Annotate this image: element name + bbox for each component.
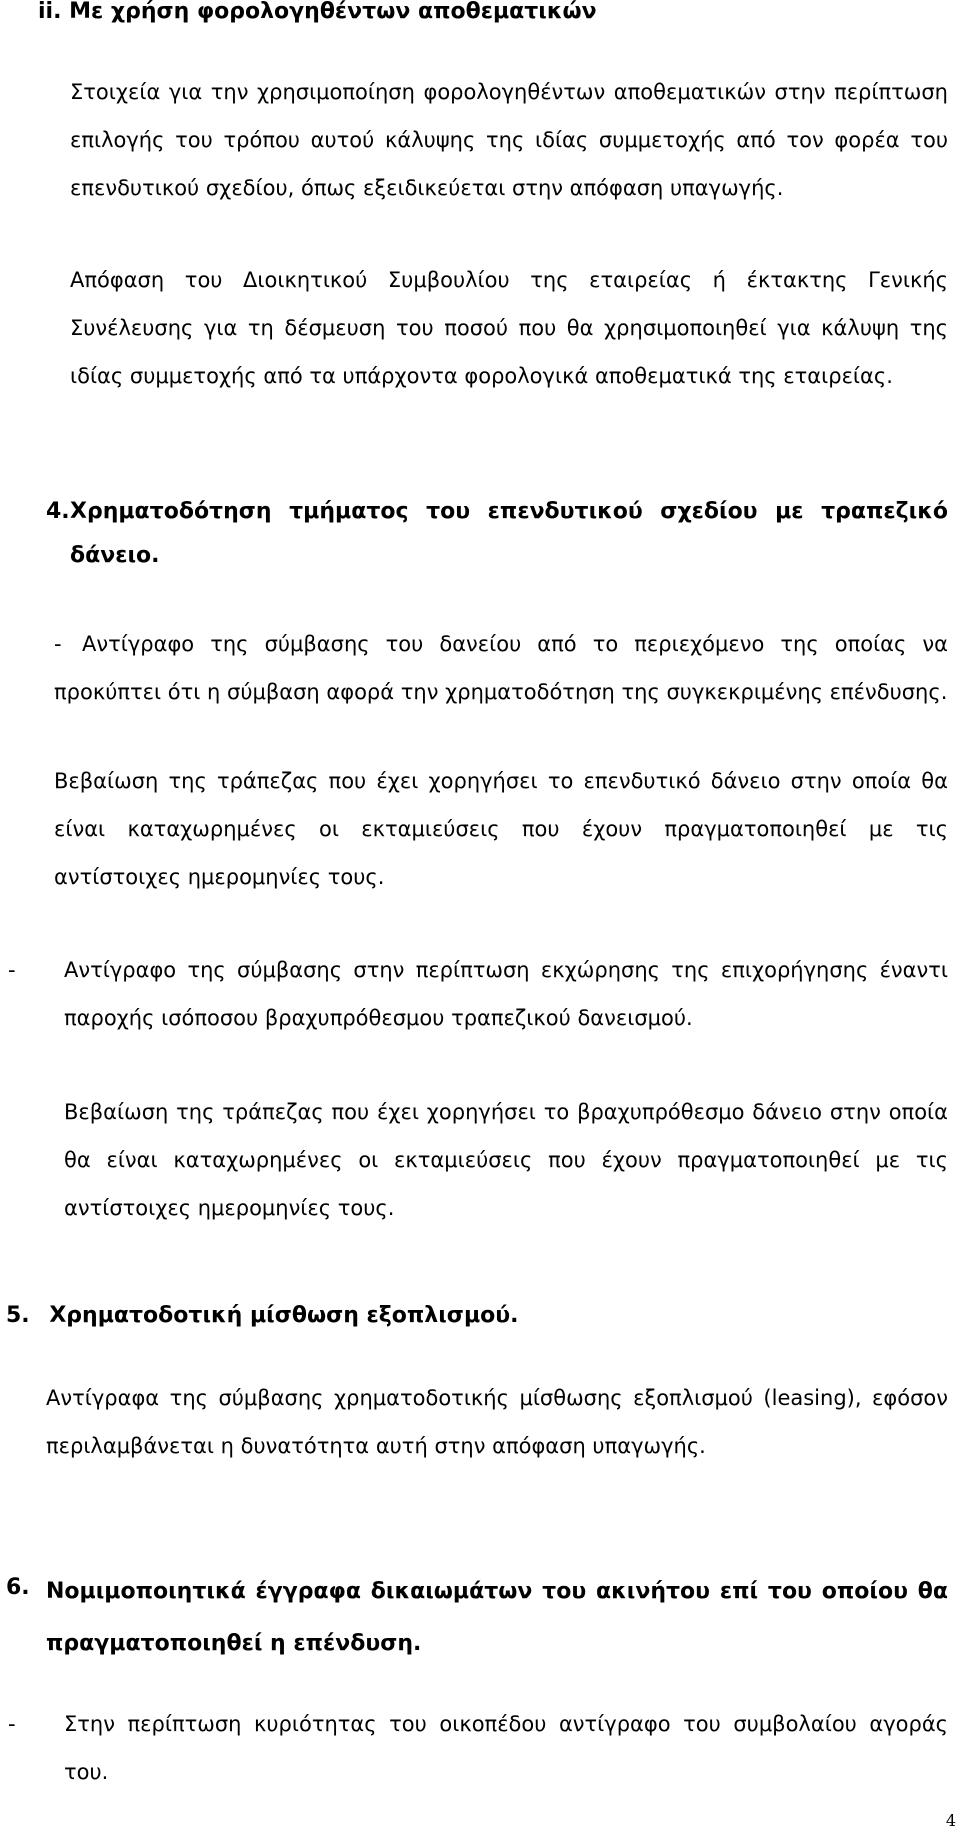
section-4-item-2-note: Βεβαίωση της τράπεζας που έχει χορηγήσει το βραχυπρόθεσμο δάνειο στην οποία θα είναι καταχωρημένες οι εκταμιεύσεις που έχουν πραγματοποιηθεί με τις αντίστοιχες ημερομηνίες τους.: [64, 1100, 948, 1220]
section-4-number: 4.: [46, 499, 70, 524]
section-5-title: Χρηματοδοτική μίσθωση εξοπλισμού.: [49, 1303, 519, 1328]
section-6-item-1: Στην περίπτωση κυριότητας του οικοπέδου αντίγραφο του συμβολαίου αγοράς του.: [64, 1712, 948, 1784]
section-4-item-1-note: Βεβαίωση της τράπεζας που έχει χορηγήσει το επενδυτικό δάνειο στην οποία θα είναι καταχωρημένες οι εκταμιεύσεις που έχουν πραγματοποιηθεί με τις αντίστοιχες ημερομηνίες τους.: [54, 769, 948, 889]
section-4-title: Χρηματοδότηση τμήματος του επενδυτικού σχεδίου με τραπεζικό δάνειο.: [70, 499, 948, 568]
section-6-heading: [6, 1566, 948, 1670]
section-ii-title: ii. Με χρήση φορολογηθέντων αποθεματικών: [38, 0, 597, 24]
section-5-heading: [6, 1294, 518, 1338]
section-4-item-2-dash: -: [8, 958, 16, 982]
section-4-item-1-dash: -: [54, 632, 62, 656]
section-4-heading: [46, 490, 948, 578]
section-4-item-1: Αντίγραφο της σύμβασης του δανείου από το περιεχόμενο της οποίας να προκύπτει ότι η σύμβαση αφορά την χρηματοδότηση της συγκεκριμένης επένδυσης.: [54, 632, 948, 704]
page-number: 4: [945, 1811, 956, 1830]
section-6-title: Νομιμοποιητικά έγγραφα δικαιωμάτων του ακινήτου επί του οποίου θα πραγματοποιηθεί η επένδυση.: [46, 1579, 948, 1656]
section-6-number: 6.: [6, 1575, 30, 1600]
section-ii-paragraph-1: Στοιχεία για την χρησιμοποίηση φορολογηθέντων αποθεματικών στην περίπτωση επιλογής του τρόπου αυτού κάλυψης της ιδίας συμμετοχής από τον φορέα του επενδυτικού σχεδίου, όπως εξειδικεύεται στην απόφαση υπαγωγής.: [70, 80, 948, 200]
section-6-item-1-dash: -: [8, 1712, 16, 1736]
section-4-item-2: Αντίγραφο της σύμβασης στην περίπτωση εκχώρησης της επιχορήγησης έναντι παροχής ισόποσου βραχυπρόθεσμου τραπεζικού δανεισμού.: [64, 958, 948, 1030]
section-ii-paragraph-2: Απόφαση του Διοικητικού Συμβουλίου της εταιρείας ή έκτακτης Γενικής Συνέλευσης για τη δέσμευση του ποσού που θα χρησιμοποιηθεί για κάλυψη της ιδίας συμμετοχής από τα υπάρχοντα φορολογικά αποθεματικά της εταιρείας.: [70, 268, 948, 388]
section-5-number: 5.: [6, 1303, 30, 1328]
section-5-paragraph: Αντίγραφα της σύμβασης χρηματοδοτικής μίσθωσης εξοπλισμού (leasing), εφόσον περιλαμβάνεται η δυνατότητα αυτή στην απόφαση υπαγωγής.: [46, 1386, 948, 1458]
